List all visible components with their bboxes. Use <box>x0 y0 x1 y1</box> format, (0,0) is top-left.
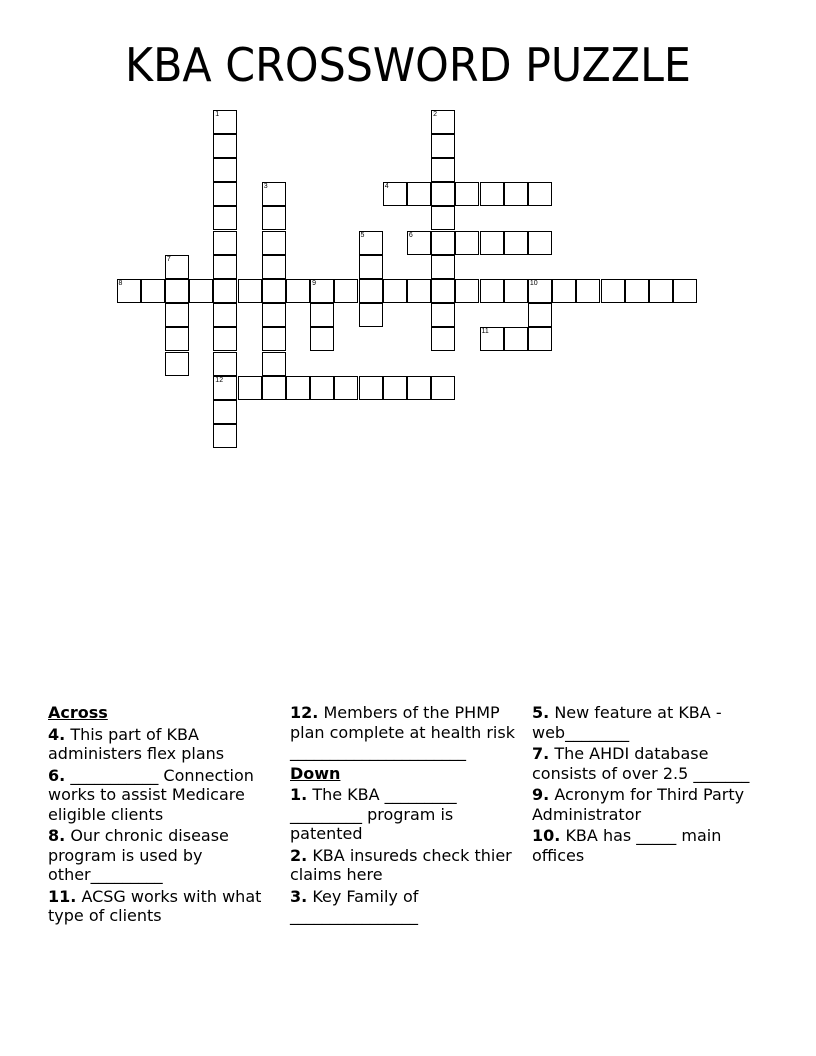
grid-cell[interactable] <box>455 231 479 255</box>
grid-cell[interactable] <box>262 327 286 351</box>
grid-cell[interactable] <box>407 279 431 303</box>
grid-cell[interactable] <box>528 231 552 255</box>
clue-number: 3 <box>263 183 268 191</box>
grid-cell[interactable] <box>480 327 504 351</box>
grid-cell[interactable] <box>334 376 358 400</box>
grid-cell[interactable] <box>431 327 455 351</box>
grid-cell[interactable] <box>213 400 237 424</box>
clue-text: The KBA _________ _________ program is patented <box>290 785 457 843</box>
down-clue <box>532 826 762 865</box>
across-clue <box>48 725 286 764</box>
grid-cell[interactable] <box>504 279 528 303</box>
grid-cell[interactable] <box>431 182 455 206</box>
clue-text: Members of the PHMP plan complete at health risk ______________________ <box>290 703 515 761</box>
puzzle-title: KBA CROSSWORD PUZZLE <box>125 38 691 92</box>
down-heading: Down <box>290 763 341 783</box>
grid-cell[interactable] <box>310 303 334 327</box>
grid-cell[interactable] <box>213 376 237 400</box>
clue-number: 10 <box>529 279 538 287</box>
grid-cell[interactable] <box>431 279 455 303</box>
grid-cell[interactable] <box>213 424 237 448</box>
grid-cell[interactable] <box>552 279 576 303</box>
grid-cell[interactable] <box>286 376 310 400</box>
grid-cell[interactable] <box>262 279 286 303</box>
clue-text: New feature at KBA - web________ <box>532 703 722 742</box>
clue-text: KBA insureds check thier claims here <box>290 845 512 884</box>
grid-cell[interactable] <box>480 182 504 206</box>
grid-cell[interactable] <box>310 327 334 351</box>
grid-cell[interactable] <box>431 376 455 400</box>
grid-cell[interactable] <box>359 376 383 400</box>
grid-cell[interactable] <box>213 134 237 158</box>
grid-cell[interactable] <box>383 279 407 303</box>
grid-cell[interactable] <box>528 303 552 327</box>
grid-cell[interactable] <box>359 231 383 255</box>
clue-number: 4. <box>48 724 66 744</box>
grid-cell[interactable] <box>262 376 286 400</box>
clue-number: 11. <box>48 886 77 906</box>
grid-cell[interactable] <box>262 206 286 230</box>
grid-cell[interactable] <box>431 158 455 182</box>
grid-cell[interactable] <box>431 231 455 255</box>
grid-cell[interactable] <box>310 279 334 303</box>
clue-text: Acronym for Third Party Administrator <box>532 785 745 824</box>
grid-cell[interactable] <box>238 279 262 303</box>
grid-cell[interactable] <box>141 279 165 303</box>
clue-number: 9 <box>312 279 316 287</box>
grid-cell[interactable] <box>165 255 189 279</box>
grid-cell[interactable] <box>383 182 407 206</box>
clue-number: 1 <box>215 110 220 118</box>
down-clue <box>290 887 528 926</box>
across-clue <box>48 826 286 885</box>
across-clue <box>48 887 286 926</box>
grid-cell[interactable] <box>431 110 455 134</box>
grid-cell[interactable] <box>262 352 286 376</box>
grid-cell[interactable] <box>359 279 383 303</box>
down-clue <box>290 846 528 885</box>
clue-text: ACSG works with what type of clients <box>48 886 262 925</box>
clue-text: ___________ Connection works to assist Medicare eligible clients <box>48 765 254 824</box>
grid-cell[interactable] <box>262 303 286 327</box>
grid-cell[interactable] <box>431 206 455 230</box>
clue-text: The AHDI database consists of over 2.5 _______ <box>532 744 750 783</box>
grid-cell[interactable] <box>407 376 431 400</box>
grid-cell[interactable] <box>286 279 310 303</box>
grid-cell[interactable] <box>431 134 455 158</box>
clue-column-2 <box>290 703 528 928</box>
clue-column-3 <box>532 703 762 867</box>
grid-cell[interactable] <box>213 182 237 206</box>
down-clue <box>532 703 762 742</box>
clue-number: 8 <box>118 279 123 287</box>
clue-number: 12. <box>290 703 319 722</box>
grid-cell[interactable] <box>480 279 504 303</box>
grid-cell[interactable] <box>213 352 237 376</box>
grid-cell[interactable] <box>213 158 237 182</box>
clue-number: 5 <box>360 231 365 239</box>
grid-cell[interactable] <box>359 303 383 327</box>
grid-cell[interactable] <box>213 110 237 134</box>
grid-cell[interactable] <box>455 182 479 206</box>
clue-text: Our chronic disease program is used by other_________ <box>48 826 229 884</box>
grid-cell[interactable] <box>117 279 141 303</box>
grid-cell[interactable] <box>455 279 479 303</box>
clue-number: 7. <box>532 744 550 763</box>
clue-text: Key Family of ________________ <box>290 886 419 925</box>
clue-number: 6. <box>48 765 66 785</box>
grid-cell[interactable] <box>504 327 528 351</box>
clue-number: 7 <box>166 255 171 263</box>
down-clue <box>532 785 762 824</box>
grid-cell[interactable] <box>310 376 334 400</box>
across-clue <box>290 703 528 762</box>
grid-cell[interactable] <box>431 255 455 279</box>
clue-number: 8. <box>48 826 66 845</box>
grid-cell[interactable] <box>213 303 237 327</box>
grid-cell[interactable] <box>334 279 358 303</box>
grid-cell[interactable] <box>528 327 552 351</box>
grid-cell[interactable] <box>576 279 600 303</box>
grid-cell[interactable] <box>213 327 237 351</box>
grid-cell[interactable] <box>213 231 237 255</box>
grid-cell[interactable] <box>480 231 504 255</box>
grid-cell[interactable] <box>504 182 528 206</box>
clue-number: 11 <box>481 328 489 336</box>
grid-cell[interactable] <box>213 255 237 279</box>
grid-cell[interactable] <box>431 303 455 327</box>
grid-cell[interactable] <box>407 182 431 206</box>
grid-cell[interactable] <box>673 279 697 303</box>
clue-number: 10. <box>532 826 561 845</box>
down-clue <box>532 744 762 783</box>
clue-number: 12 <box>215 376 224 384</box>
clue-number: 1. <box>290 785 308 804</box>
grid-cell[interactable] <box>528 279 552 303</box>
clue-text: This part of KBA administers flex plans <box>48 724 225 763</box>
grid-cell[interactable] <box>625 279 649 303</box>
clue-text: KBA has _____ main offices <box>532 826 722 865</box>
grid-cell[interactable] <box>165 327 189 351</box>
clue-number: 3. <box>290 886 308 906</box>
clue-number: 2. <box>290 845 308 865</box>
grid-cell[interactable] <box>359 255 383 279</box>
clue-column-1 <box>48 703 286 928</box>
across-clue <box>48 766 286 825</box>
grid-cell[interactable] <box>504 231 528 255</box>
clue-number: 2 <box>433 110 437 118</box>
grid-cell[interactable] <box>165 303 189 327</box>
grid-cell[interactable] <box>262 182 286 206</box>
grid-cell[interactable] <box>262 231 286 255</box>
down-clue <box>290 785 528 844</box>
grid-cell[interactable] <box>213 279 237 303</box>
grid-cell[interactable] <box>165 279 189 303</box>
grid-cell[interactable] <box>407 231 431 255</box>
grid-cell[interactable] <box>601 279 625 303</box>
clue-number: 4 <box>384 183 389 191</box>
grid-cell[interactable] <box>238 376 262 400</box>
grid-cell[interactable] <box>213 206 237 230</box>
grid-cell[interactable] <box>165 352 189 376</box>
grid-cell[interactable] <box>189 279 213 303</box>
across-heading: Across <box>48 703 108 722</box>
grid-cell[interactable] <box>262 255 286 279</box>
grid-cell[interactable] <box>383 376 407 400</box>
grid-cell[interactable] <box>528 182 552 206</box>
clue-number: 5. <box>532 703 550 722</box>
clue-number: 9. <box>532 785 550 804</box>
clue-number: 6 <box>408 231 413 239</box>
grid-cell[interactable] <box>649 279 673 303</box>
